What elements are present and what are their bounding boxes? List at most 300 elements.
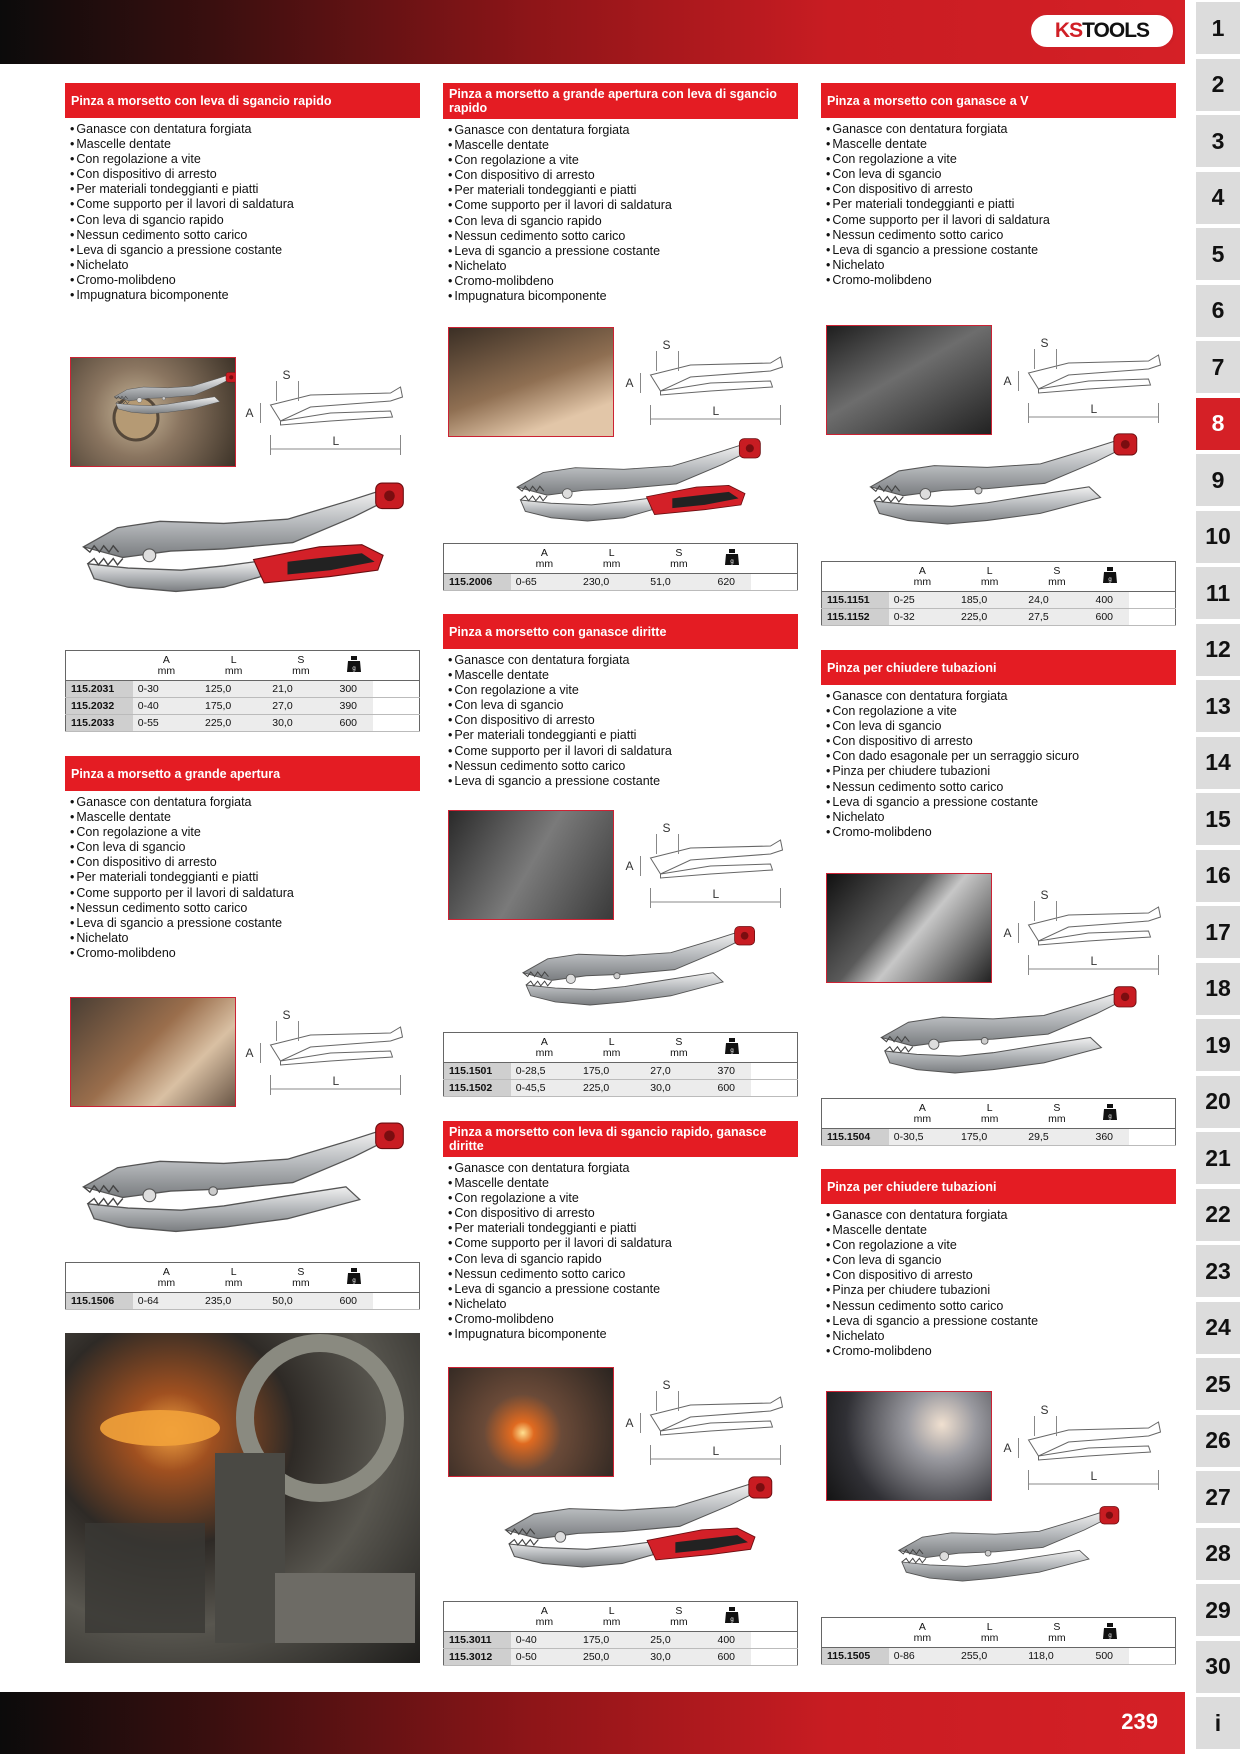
product-image-pliers (490, 437, 790, 542)
chapter-tab-10[interactable]: 10 (1196, 511, 1240, 563)
column-label: A (540, 1035, 548, 1048)
spec-cell: 0-30,5 (889, 1129, 956, 1146)
column-unit: mm (292, 1276, 310, 1289)
chapter-tab-7[interactable]: 7 (1196, 341, 1240, 393)
chapter-tab-27[interactable]: 27 (1196, 1471, 1240, 1523)
column-header-empty (822, 562, 889, 592)
table-row (444, 1063, 798, 1080)
feature-item: • Con regolazione a vite (826, 704, 1176, 719)
chapter-tab-21[interactable]: 21 (1196, 1132, 1240, 1184)
chapter-tab-22[interactable]: 22 (1196, 1189, 1240, 1241)
weight-icon (335, 651, 374, 681)
column-header-empty (373, 1263, 419, 1293)
feature-item: • Nichelato (826, 810, 1176, 825)
feature-item: • Cromo-molibdeno (826, 273, 1176, 288)
column-header-empty (444, 544, 511, 574)
feature-item: • Con dispositivo di arresto (826, 734, 1176, 749)
feature-item: • Impugnatura bicomponente (448, 289, 798, 304)
chapter-tab-16[interactable]: 16 (1196, 850, 1240, 902)
spec-cell: 30,0 (645, 1649, 712, 1666)
feature-item: • Leva di sgancio a pressione costante (826, 1314, 1176, 1329)
product-image-pliers (75, 1120, 415, 1260)
product-photo (826, 325, 992, 435)
feature-item: • Con dispositivo di arresto (70, 167, 420, 182)
article-number: 115.1502 (444, 1080, 511, 1097)
spec-cell: 400 (713, 1632, 752, 1649)
column-header-a (133, 1263, 200, 1293)
feature-item: • Leva di sgancio a pressione costante (448, 1282, 798, 1297)
spec-cell: 370 (713, 1063, 752, 1080)
feature-item: • Con regolazione a vite (826, 152, 1176, 167)
article-number: 115.1505 (822, 1648, 889, 1665)
chapter-tab-20[interactable]: 20 (1196, 1076, 1240, 1128)
feature-item: • Con dado esagonale per un serraggio sicuro (826, 749, 1176, 764)
spec-cell-empty (1129, 1129, 1175, 1146)
product-photo (448, 810, 614, 920)
spec-cell: 600 (335, 715, 374, 732)
chapter-tab-19[interactable]: 19 (1196, 1019, 1240, 1071)
weight-icon (347, 656, 361, 672)
product-wide-opening (65, 756, 420, 961)
weight-icon (1091, 1099, 1130, 1129)
column-header-a (511, 1602, 578, 1632)
feature-item: • Con regolazione a vite (826, 1238, 1176, 1253)
column-header-empty (751, 544, 797, 574)
spec-cell: 0-28,5 (511, 1063, 578, 1080)
feature-item: • Con leva di sgancio (448, 698, 798, 713)
column-label: A (540, 546, 548, 559)
dimension-diagram (996, 1400, 1171, 1500)
feature-item: • Impugnatura bicomponente (70, 288, 420, 303)
column-label: S (297, 1265, 305, 1278)
product-title: Pinza a morsetto con ganasce a V (821, 83, 1176, 118)
feature-item: • Con dispositivo di arresto (826, 1268, 1176, 1283)
product-quick-straight (443, 1121, 798, 1342)
spec-cell: 118,0 (1023, 1648, 1090, 1665)
article-number: 115.3011 (444, 1632, 511, 1649)
weight-icon (335, 1263, 374, 1293)
column-header-empty (822, 1099, 889, 1129)
column-header-l (956, 1099, 1023, 1129)
product-title: Pinza per chiudere tubazioni (821, 650, 1176, 685)
feature-item: • Con leva di sgancio (826, 167, 1176, 182)
column-label: S (1053, 1620, 1061, 1633)
column-header-a (511, 1033, 578, 1063)
column-label: L (230, 1265, 237, 1278)
feature-item: • Cromo-molibdeno (826, 1344, 1176, 1359)
article-number: 115.2032 (66, 698, 133, 715)
feature-item: • Con regolazione a vite (448, 153, 798, 168)
feature-item: • Leva di sgancio a pressione costante (70, 916, 420, 931)
feature-item: • Con dispositivo di arresto (70, 855, 420, 870)
product-photo (70, 357, 236, 467)
spec-cell: 360 (1091, 1129, 1130, 1146)
column-header-l (200, 1263, 267, 1293)
chapter-tab-2[interactable]: 2 (1196, 59, 1240, 111)
spec-cell: 0-40 (133, 698, 200, 715)
spec-cell: 390 (335, 698, 374, 715)
column-label: S (1053, 1101, 1061, 1114)
feature-item: • Leva di sgancio a pressione costante (826, 243, 1176, 258)
article-number: 115.2006 (444, 574, 511, 591)
column-unit: mm (292, 664, 310, 677)
chapter-tab-23[interactable]: 23 (1196, 1245, 1240, 1297)
column-header-s (645, 1602, 712, 1632)
column-label: A (918, 1620, 926, 1633)
spec-cell: 25,0 (645, 1632, 712, 1649)
product-image-pliers (840, 432, 1170, 547)
chapter-tab-11[interactable]: 11 (1196, 567, 1240, 619)
column-label: L (230, 653, 237, 666)
column-header-a (889, 562, 956, 592)
chapter-tab-28[interactable]: 28 (1196, 1528, 1240, 1580)
feature-item: • Mascelle dentate (448, 1176, 798, 1191)
spec-cell-empty (751, 574, 797, 591)
feature-item: • Con regolazione a vite (70, 825, 420, 840)
column-header-a (889, 1099, 956, 1129)
chapter-tab-18[interactable]: 18 (1196, 963, 1240, 1015)
column-unit: mm (602, 1046, 621, 1059)
spec-cell: 21,0 (267, 681, 334, 698)
chapter-tab-15[interactable]: 15 (1196, 793, 1240, 845)
footer-bar (0, 1692, 1185, 1754)
weight-icon (713, 1602, 752, 1632)
column-unit: mm (1048, 1631, 1066, 1644)
spec-cell-empty (751, 1632, 797, 1649)
feature-item: • Cromo-molibdeno (448, 274, 798, 289)
chapter-tab-25[interactable]: 25 (1196, 1358, 1240, 1410)
column-header-empty (66, 1263, 133, 1293)
weight-icon (725, 1038, 739, 1054)
chapter-tab-3[interactable]: 3 (1196, 115, 1240, 167)
product-photo (826, 873, 992, 983)
chapter-tab-30[interactable]: 30 (1196, 1641, 1240, 1693)
page-number: 239 (1121, 1709, 1158, 1734)
weight-icon (1103, 1623, 1117, 1639)
feature-item: • Ganasce con dentatura forgiata (826, 689, 1176, 704)
feature-item: • Come supporto per il lavori di saldatura (448, 1236, 798, 1251)
column-header-empty (444, 1602, 511, 1632)
column-header-empty (373, 651, 419, 681)
spec-cell: 0-50 (511, 1649, 578, 1666)
article-number: 115.3012 (444, 1649, 511, 1666)
weight-icon (347, 1268, 361, 1284)
column-unit: mm (913, 1631, 932, 1644)
spec-cell: 600 (335, 1293, 374, 1310)
column-header-s (645, 1033, 712, 1063)
chapter-tab-5[interactable]: 5 (1196, 228, 1240, 280)
column-unit: mm (670, 1046, 688, 1059)
product-v-jaws (821, 83, 1176, 288)
product-image-pliers (845, 1505, 1175, 1600)
chapter-tab-14[interactable]: 14 (1196, 737, 1240, 789)
workshop-photo (65, 1333, 420, 1663)
column-header-empty (1129, 562, 1175, 592)
article-number: 115.1504 (822, 1129, 889, 1146)
spec-cell: 27,0 (267, 698, 334, 715)
chapter-tab-26[interactable]: 26 (1196, 1415, 1240, 1467)
column-header-s (267, 1263, 334, 1293)
feature-item: • Nichelato (826, 1329, 1176, 1344)
feature-item: • Per materiali tondeggianti e piatti (448, 1221, 798, 1236)
feature-item: • Cromo-molibdeno (448, 1312, 798, 1327)
column-label: L (608, 1604, 615, 1617)
column-header-s (267, 651, 334, 681)
column-unit: mm (980, 1112, 999, 1125)
column-unit: mm (602, 1615, 621, 1628)
column-unit: mm (1048, 1112, 1066, 1125)
chapter-tab-8[interactable]: 8 (1196, 398, 1240, 450)
spec-table (821, 1098, 1176, 1146)
weight-icon (725, 1607, 739, 1623)
feature-item: • Nessun cedimento sotto carico (448, 229, 798, 244)
table-row (444, 1649, 798, 1666)
feature-item: • Nessun cedimento sotto carico (70, 901, 420, 916)
spec-cell: 175,0 (200, 698, 267, 715)
column-label: L (986, 1620, 993, 1633)
dimension-diagram (618, 1375, 793, 1475)
chapter-tab-24[interactable]: 24 (1196, 1302, 1240, 1354)
feature-item: • Nessun cedimento sotto carico (70, 228, 420, 243)
feature-item: • Mascelle dentate (826, 1223, 1176, 1238)
column-unit: mm (913, 1112, 932, 1125)
feature-item: • Per materiali tondeggianti e piatti (826, 197, 1176, 212)
spec-cell: 0-25 (889, 592, 956, 609)
feature-item: • Mascelle dentate (448, 668, 798, 683)
spec-table (65, 650, 420, 732)
column-header-empty (751, 1602, 797, 1632)
feature-list (443, 123, 798, 304)
column-header-empty (751, 1033, 797, 1063)
column-header-l (578, 544, 645, 574)
feature-list (443, 653, 798, 789)
weight-icon (713, 1033, 752, 1063)
chapter-tab-9[interactable]: 9 (1196, 454, 1240, 506)
chapter-tab-29[interactable]: 29 (1196, 1584, 1240, 1636)
product-title: Pinza a morsetto con leva di sgancio rapido (65, 83, 420, 118)
feature-item: • Come supporto per il lavori di saldatura (826, 213, 1176, 228)
feature-item: • Con dispositivo di arresto (826, 182, 1176, 197)
spec-cell: 27,0 (645, 1063, 712, 1080)
table-row (66, 715, 420, 732)
chapter-tab-12[interactable]: 12 (1196, 624, 1240, 676)
feature-item: • Mascelle dentate (70, 137, 420, 152)
feature-item: • Con dispositivo di arresto (448, 1206, 798, 1221)
weight-icon (1091, 562, 1130, 592)
spec-cell: 185,0 (956, 592, 1023, 609)
feature-item: • Ganasce con dentatura forgiata (70, 795, 420, 810)
spec-cell: 255,0 (956, 1648, 1023, 1665)
spec-cell: 24,0 (1023, 592, 1090, 609)
spec-cell: 27,5 (1023, 609, 1090, 626)
column-header-l (578, 1602, 645, 1632)
spec-table (443, 1601, 798, 1666)
feature-item: • Con regolazione a vite (448, 683, 798, 698)
feature-item: • Nichelato (448, 259, 798, 274)
spec-cell-empty (1129, 609, 1175, 626)
article-number: 115.2033 (66, 715, 133, 732)
feature-item: • Pinza per chiudere tubazioni (826, 1283, 1176, 1298)
product-photo (448, 327, 614, 437)
column-label: L (608, 546, 615, 559)
column-unit: mm (535, 1615, 554, 1628)
column-header-empty (822, 1618, 889, 1648)
ks-tools-logo[interactable] (1028, 12, 1176, 50)
column-unit: mm (535, 1046, 554, 1059)
spec-cell-empty (1129, 592, 1175, 609)
feature-list (65, 795, 420, 961)
spec-cell: 225,0 (578, 1080, 645, 1097)
column-label: S (675, 1035, 683, 1048)
product-pipe-2 (821, 1169, 1176, 1359)
feature-item: • Con dispositivo di arresto (448, 713, 798, 728)
table-row (66, 1293, 420, 1310)
weight-icon (1103, 1104, 1117, 1120)
table-row (822, 592, 1176, 609)
spec-cell: 600 (713, 1649, 752, 1666)
column-label: S (675, 1604, 683, 1617)
table-row (444, 1632, 798, 1649)
feature-item: • Nessun cedimento sotto carico (448, 759, 798, 774)
spec-cell: 0-55 (133, 715, 200, 732)
column-label: S (1053, 564, 1061, 577)
column-header-empty (1129, 1618, 1175, 1648)
column-label: S (675, 546, 683, 559)
feature-item: • Con leva di sgancio (826, 719, 1176, 734)
column-header-a (889, 1618, 956, 1648)
feature-item: • Nessun cedimento sotto carico (448, 1267, 798, 1282)
column-unit: mm (980, 1631, 999, 1644)
feature-item: • Per materiali tondeggianti e piatti (448, 728, 798, 743)
column-unit: mm (224, 1276, 243, 1289)
feature-item: • Come supporto per il lavori di saldatura (448, 744, 798, 759)
chapter-tab-13[interactable]: 13 (1196, 680, 1240, 732)
chapter-tab-17[interactable]: 17 (1196, 906, 1240, 958)
chapter-tab-1[interactable]: 1 (1196, 2, 1240, 54)
feature-list (65, 122, 420, 303)
column-label: L (986, 564, 993, 577)
column-unit: mm (157, 1276, 176, 1289)
spec-table (443, 1032, 798, 1097)
spec-cell: 225,0 (200, 715, 267, 732)
feature-list (821, 122, 1176, 288)
table-row (444, 574, 798, 591)
spec-cell: 0-45,5 (511, 1080, 578, 1097)
spec-table (65, 1262, 420, 1310)
product-pipe-1 (821, 650, 1176, 840)
chapter-tab-6[interactable]: 6 (1196, 285, 1240, 337)
product-image-pliers (75, 470, 415, 630)
spec-cell: 0-65 (511, 574, 578, 591)
feature-item: • Nichelato (70, 931, 420, 946)
column-label: A (540, 1604, 548, 1617)
spec-cell-empty (373, 1293, 419, 1310)
spec-table (821, 1617, 1176, 1665)
product-title: Pinza a morsetto con leva di sgancio rapido, ganasce diritte (443, 1121, 798, 1157)
article-number: 115.1506 (66, 1293, 133, 1310)
feature-item: • Con leva di sgancio rapido (448, 214, 798, 229)
feature-item: • Ganasce con dentatura forgiata (826, 1208, 1176, 1223)
feature-list (443, 1161, 798, 1342)
spec-cell: 600 (1091, 609, 1130, 626)
dimension-diagram (618, 818, 793, 918)
dimension-diagram (618, 335, 793, 435)
product-straight-jaws (443, 614, 798, 789)
table-row (66, 698, 420, 715)
column-label: L (986, 1101, 993, 1114)
product-photo (826, 1391, 992, 1501)
feature-item: • Per materiali tondeggianti e piatti (70, 182, 420, 197)
spec-cell: 0-32 (889, 609, 956, 626)
feature-item: • Ganasce con dentatura forgiata (448, 1161, 798, 1176)
product-title: Pinza a morsetto a grande apertura (65, 756, 420, 791)
column-unit: mm (670, 557, 688, 570)
column-unit: mm (535, 557, 554, 570)
column-header-empty (66, 651, 133, 681)
chapter-tab-i[interactable]: i (1196, 1697, 1240, 1749)
spec-table (821, 561, 1176, 626)
column-label: A (162, 1265, 170, 1278)
table-row (822, 1129, 1176, 1146)
feature-item: • Come supporto per il lavori di saldatura (448, 198, 798, 213)
spec-cell: 125,0 (200, 681, 267, 698)
spec-cell: 400 (1091, 592, 1130, 609)
spec-cell: 51,0 (645, 574, 712, 591)
spec-cell: 235,0 (200, 1293, 267, 1310)
feature-item: • Ganasce con dentatura forgiata (70, 122, 420, 137)
product-image-pliers (485, 1475, 795, 1590)
feature-item: • Con leva di sgancio rapido (70, 213, 420, 228)
column-header-empty (444, 1033, 511, 1063)
feature-list (821, 1208, 1176, 1359)
dimension-diagram (238, 1005, 413, 1105)
feature-item: • Mascelle dentate (448, 138, 798, 153)
chapter-tab-4[interactable]: 4 (1196, 172, 1240, 224)
column-unit: mm (224, 664, 243, 677)
feature-item: • Per materiali tondeggianti e piatti (448, 183, 798, 198)
table-row (66, 681, 420, 698)
dimension-diagram (996, 885, 1171, 985)
feature-item: • Ganasce con dentatura forgiata (826, 122, 1176, 137)
spec-cell-empty (373, 715, 419, 732)
spec-cell: 250,0 (578, 1649, 645, 1666)
column-header-l (956, 562, 1023, 592)
column-unit: mm (602, 557, 621, 570)
weight-icon (725, 549, 739, 565)
feature-item: • Con leva di sgancio (70, 840, 420, 855)
spec-cell-empty (751, 1063, 797, 1080)
spec-cell: 30,0 (645, 1080, 712, 1097)
spec-cell: 30,0 (267, 715, 334, 732)
chapter-tabs (1196, 0, 1240, 1754)
feature-item: • Nichelato (448, 1297, 798, 1312)
column-header-a (133, 651, 200, 681)
column-label: A (918, 1101, 926, 1114)
article-number: 115.1151 (822, 592, 889, 609)
feature-item: • Cromo-molibdeno (70, 946, 420, 961)
logo-ks: KS (1054, 19, 1083, 42)
spec-cell: 620 (713, 574, 752, 591)
article-number: 115.1501 (444, 1063, 511, 1080)
product-title: Pinza a morsetto a grande apertura con leva di sgancio rapido (443, 83, 798, 119)
column-header-s (1023, 1099, 1090, 1129)
spec-cell: 175,0 (578, 1063, 645, 1080)
product-photo (448, 1367, 614, 1477)
spec-cell: 0-40 (511, 1632, 578, 1649)
table-row (822, 609, 1176, 626)
column-unit: mm (157, 664, 176, 677)
feature-item: • Con leva di sgancio rapido (448, 1252, 798, 1267)
